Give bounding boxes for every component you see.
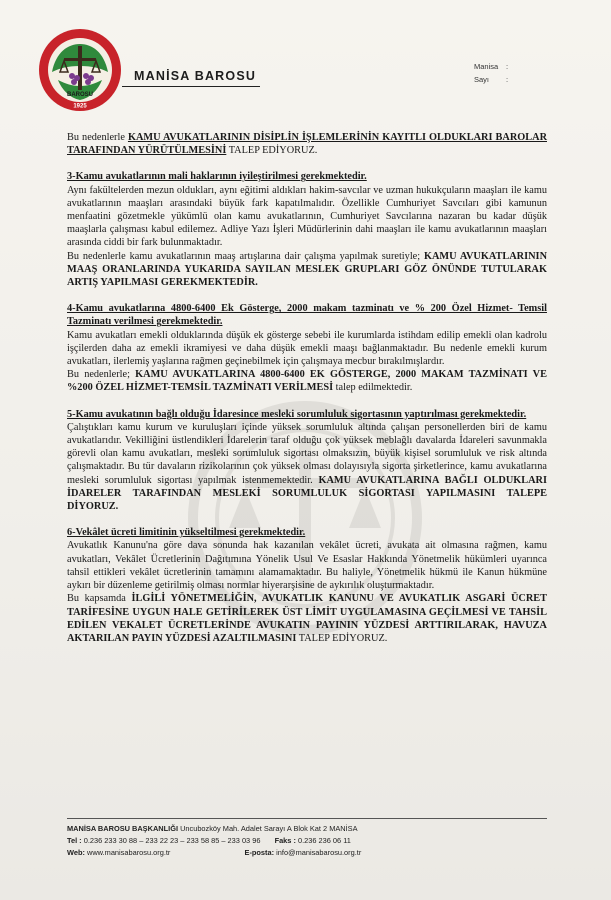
section-3-heading: 3-Kamu avukatlarının mali haklarının iyileştirilmesi gerekmektedir.: [67, 171, 367, 183]
footer-email-label: E-posta:: [244, 848, 275, 857]
section-4-paragraph-2-pre: Bu nedenlerle;: [67, 369, 130, 381]
meta-number: [474, 73, 508, 86]
intro-pre: Bu nedenlerle: [67, 132, 125, 143]
footer-fax-value: 0.236 236 06 11: [298, 836, 351, 845]
bar-association-logo: [38, 28, 122, 112]
footer-phone-row: [67, 835, 547, 847]
footer-web-link[interactable]: www.manisabarosu.org.tr: [87, 848, 171, 857]
footer-email-link[interactable]: info@manisabarosu.org.tr: [276, 848, 362, 857]
svg-text:BAROSU: BAROSU: [66, 92, 94, 98]
section-6-paragraph-2: [67, 592, 547, 645]
section-4-demand: KAMU AVUKATLARINA 4800-6400 EK GÖSTERGE, 2000 MAKAM TAZMİNATI VE %200 ÖZEL HİZMET-TEMSİL TAZMİNATI VERİLMESİ: [67, 369, 547, 394]
section-5-paragraph-1-text: Çalıştıkları kamu kurum ve kuruluşları içinde yüksek sorumluluk altında çalışan personellerden biri de kamu avukatlarıdır. Vekilliğini üstlendikleri İdarelerin taraf olduğu çok yüksek meblağlı davalarda İdareleri savunmakla görevli olan kamu avukatları, mesleki sorumluluk sigortası olmaksızın, büyük kişisel sorumluluk ve risk altında çalışmaktadır. Bu tür davaların rizikolarının çok yüksek olması dolayısıyla sigorta şirketlerince, kamu avukatlarına mesleki sorumluluk sigortası yapılmak istenmemektedir.: [67, 421, 547, 486]
section-6-paragraph-1: Avukatlık Kanunu'na göre dava sonunda hak kazanılan vekâlet ücreti, avukata ait olmasına rağmen, kamu avukatları, Vekâlet Ücretlerinin Dağıtımına Yönelik Usul Ve Esaslar Hakkında Yönetmelik hükümleri uyarınca tahsil ettikleri vekâlet ücretlerinin tamamını alamamaktadır. Bu haliyle, Yönetmelik hükmü ile Kanun hükmüne aykırı bir düzenleme getirilmiş olması normlar hiyerarşisine de aykırılık oluşturmaktadır.: [67, 540, 547, 592]
section-3-paragraph-2: [67, 250, 547, 290]
section-4-paragraph-2-post: talep edilmektedir.: [335, 382, 413, 394]
meta-place-sep: :: [506, 62, 509, 71]
section-5-heading: 5-Kamu avukatının bağlı olduğu İdaresince mesleki sorumluluk sigortasının yaptırılması gerekmektedir.: [67, 408, 527, 420]
document-body: [67, 131, 547, 645]
document-meta: [474, 60, 508, 86]
section-6-paragraph-2-post: TALEP EDİYORUZ.: [298, 632, 388, 644]
meta-number-label: Sayı: [474, 75, 490, 84]
section-6-paragraph-2-pre: Bu kapsamda: [67, 593, 126, 605]
section-3-paragraph-1: Aynı fakültelerden mezun oldukları, aynı eğitimi aldıkları hakim-savcılar ve uzman hukukçuların maaşları ile kamu avukatlarının maaşları arasındaki büyük fark kapatılmalıdır. Özellikle Cumhuriyet Savcıları gibi kamunun menfaatini gözetmekle yükümlü olan kamu avukatlarının, Cumhuriyet Savcılarına nazaran bu kadar düşük maaşlarla çalışması kabul edilemez. Adliye Yazı İşleri Müdürlerinin dahi maaşları ile kamu avukatlarının maaşları arasında ciddi bir fark bulunmaktadır.: [67, 184, 547, 249]
meta-place-label: Manisa: [474, 62, 499, 71]
header-rule: [122, 86, 260, 87]
section-6-demand: İLGİLİ YÖNETMELİĞİN, AVUKATLIK KANUNU VE AVUKATLIK ASGARİ ÜCRET TARİFESİNE UYGUN HALE GETİRİLEREK ÜST LİMİT UYGULAMASINA GEÇİLMESİ VE TAHSİL EDİLEN VEKALET ÜCRETLERİNDE AVUKATIN PAYININ YÜZDESİ ARTTIRILARAK, HAVUZA AKTARILAN PAYIN YÜZDESİ AZALTILMASINI: [67, 593, 548, 644]
section-6-heading: 6-Vekâlet ücreti limitinin yükseltilmesi gerekmektedir.: [67, 527, 306, 539]
section-5-paragraph-1: [67, 421, 547, 513]
intro-post: TALEP EDİYORUZ.: [228, 145, 318, 157]
footer-tel-label: Tel :: [67, 836, 82, 845]
section-3-paragraph-2-pre: Bu nedenlerle kamu avukatlarının maaş artışlarına dair çalışma yapılmak suretiyle;: [67, 250, 421, 262]
footer-tel-value: 0.236 233 30 88 – 233 22 23 – 233 58 85 – 233 03 96: [83, 836, 261, 845]
organization-name: MANİSA BAROSU: [134, 69, 257, 83]
section-5-demand: KAMU AVUKATLARINA BAĞLI OLDUKLARI İDARELER TARAFINDAN MESLEKİ SORUMLULUK SİGORTASI YAPILMASINI TALEPE DİYORUZ.: [67, 474, 548, 513]
section-3-demand: KAMU AVUKATLARININ MAAŞ ORANLARINDA YUKARIDA SAYILAN MESLEK GRUPLARI GÖZ ÖNÜNDE TUTULARAK ARTIŞ YAPILMASI GEREKMEKTEDİR.: [67, 250, 548, 289]
footer-address: Uncubozköy Mah. Adalet Sarayı A Blok Kat 2 MANİSA: [180, 824, 358, 833]
meta-number-sep: :: [506, 75, 509, 84]
footer-web-label: Web:: [67, 848, 85, 857]
footer-org-name: MANİSA BAROSU BAŞKANLIĞI: [67, 824, 178, 833]
footer-web-row: [67, 847, 547, 859]
letterhead-footer: [67, 823, 547, 859]
section-4-paragraph-2: [67, 368, 547, 394]
footer-address-row: [67, 823, 547, 835]
footer-fax-label: Faks :: [274, 836, 296, 845]
section-4-paragraph-1: Kamu avukatları emekli olduklarında düşük ek gösterge sebebi ile kurumlarda istihdam edilip emekli olan kadrolu işçilerden daha az emekli ikramiyesi ve daha düşük emekli maaşı bağlanmaktadır. Bu nedenle emekli kurum avukatları, ilerlemiş yaşlarına rağmen geçinebilmek için çalışmaya mecbur bırakılmışlardır.: [67, 329, 547, 368]
section-4-heading: 4-Kamu avukatlarına 4800-6400 Ek Gösterge, 2000 makam tazminatı ve % 200 Özel Hizmet- Temsil Tazminatı verilmesi gerekmektedir.: [67, 303, 547, 328]
footer-rule: [67, 818, 547, 819]
meta-place: [474, 60, 508, 73]
intro-paragraph: [67, 131, 547, 157]
intro-demand: KAMU AVUKATLARININ DİSİPLİN İŞLEMLERİNİN KAYITLI OLDUKLARI BAROLAR TARAFINDAN YÜRÜTÜLMESİNİ: [67, 132, 547, 157]
svg-text:1925: 1925: [73, 103, 87, 110]
